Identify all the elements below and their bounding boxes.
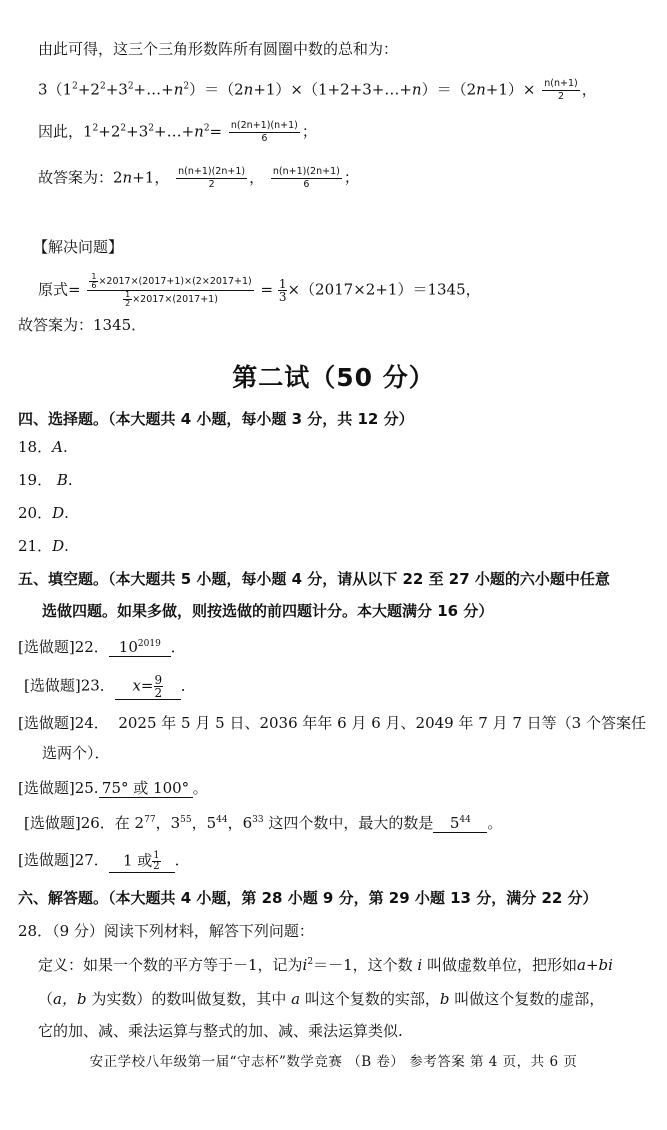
section-6-title: 六、解答题。（本大题共 4 小题，第 28 小题 9 分，第 29 小题 13 分，满分 22 分）	[18, 889, 598, 907]
conclusion-line: 因此，$1^2+2^2+3^2+\dots+n^2=$ $\frac{n(2n+1)(n+1)}{6}$ ；	[38, 120, 317, 144]
section-5-title-cont: 选做四题。如果多做，则按选做的前四题计分。本大题满分 16 分）	[42, 602, 494, 620]
answer-1345: 故答案为：1345．	[18, 316, 147, 334]
q26-line: [选做题]26．在 $2^{77}$，$3^{55}$，$5^{44}$，$6^{33}$ 这四个数中，最大的数是 $5^{44}$ 。	[24, 814, 503, 832]
definition-line-2: （a，b 为实数）的数叫做复数，其中 a 叫这个复数的实部，b 叫做这个复数的虚部，	[38, 990, 605, 1008]
q24-line-cont: 选两个）．	[42, 744, 110, 762]
q24-line: [选做题]24． 2025 年 5 月 5 日、2036 年年 6 月 6 月、2049 年 7 月 7 日等（3 个答案任	[18, 714, 646, 732]
section-4-title: 四、选择题。（本大题共 4 小题，每小题 3 分，共 12 分）	[18, 410, 414, 428]
q23-line: [选做题]23． x= $\frac{9}{2}$ ．	[24, 673, 196, 700]
section-5-title: 五、填空题。（本大题共 5 小题，每小题 4 分，请从以下 22 至 27 小题的六小题中任意	[18, 570, 610, 588]
q25-line: [选做题]25. 75° 或 100° 。	[18, 779, 208, 797]
fraction: $\frac{n(2n+1)(n+1)}{6}$	[230, 120, 298, 144]
fraction: $\frac{n(n+1)(2n+1)}{6}$	[272, 166, 340, 190]
q28-line: 28．（9 分）阅读下列材料，解答下列问题：	[18, 922, 314, 940]
definition-line-1: 定义：如果一个数的平方等于－1，记为$i^2=-1$，这个数 i 叫做虚数单位，把形如a+bi	[38, 956, 613, 974]
sum-formula-line: $3(1^2+2^2+3^2+\dots+n^2)=(2n+1)\times(1+2+3+\dots+n)=(2n+1)\times$ $\frac{n(n+1)}{2}$ ，	[38, 78, 597, 102]
solve-problem-title: 【解决问题】	[33, 238, 124, 256]
definition-line-3: 它的加、减、乘法运算与整式的加、减、乘法运算类似.	[38, 1022, 403, 1040]
original-expression-line: 原式= $\frac{1}{6}$ ×2017×(2017+1)×(2×2017+1) $\frac{1}{2}$ ×2017×(2017+1) = $\frac{1}{3}$ ×（2017×2+1）＝1345，	[38, 272, 481, 308]
answer-line: 故答案为：2n+1， $\frac{n(n+1)(2n+1)}{2}$ ， $\frac{n(n+1)(2n+1)}{6}$ ；	[38, 166, 359, 190]
fraction: $\frac{n(n+1)}{2}$	[544, 78, 578, 102]
page-footer: 安正学校八年级第一届“守志杯”数学竞赛 （B 卷） 参考答案 第 4 页，共 6 页	[89, 1054, 578, 1070]
list-item: 18．A.	[18, 438, 68, 456]
list-item: 21．D.	[18, 537, 69, 555]
list-item: 20．D.	[18, 504, 69, 522]
list-item: 19． B.	[18, 471, 73, 489]
page-heading: 第二试（50 分）	[232, 363, 435, 392]
q22-line: [选做题]22． $10^{2019}$ ．	[18, 638, 186, 656]
fraction: $\frac{1}{3}$	[278, 277, 287, 304]
fraction: $\frac{n(n+1)(2n+1)}{2}$	[178, 166, 246, 190]
q27-line: [选做题]27． 1 或 $\frac{1}{2}$ ．	[18, 849, 190, 872]
summary-line: 由此可得，这三个三角形数阵所有圆圈中数的总和为：	[38, 40, 399, 58]
big-fraction: $\frac{1}{6}$ ×2017×(2017+1)×(2×2017+1) $\frac{1}{2}$ ×2017×(2017+1)	[87, 273, 253, 308]
